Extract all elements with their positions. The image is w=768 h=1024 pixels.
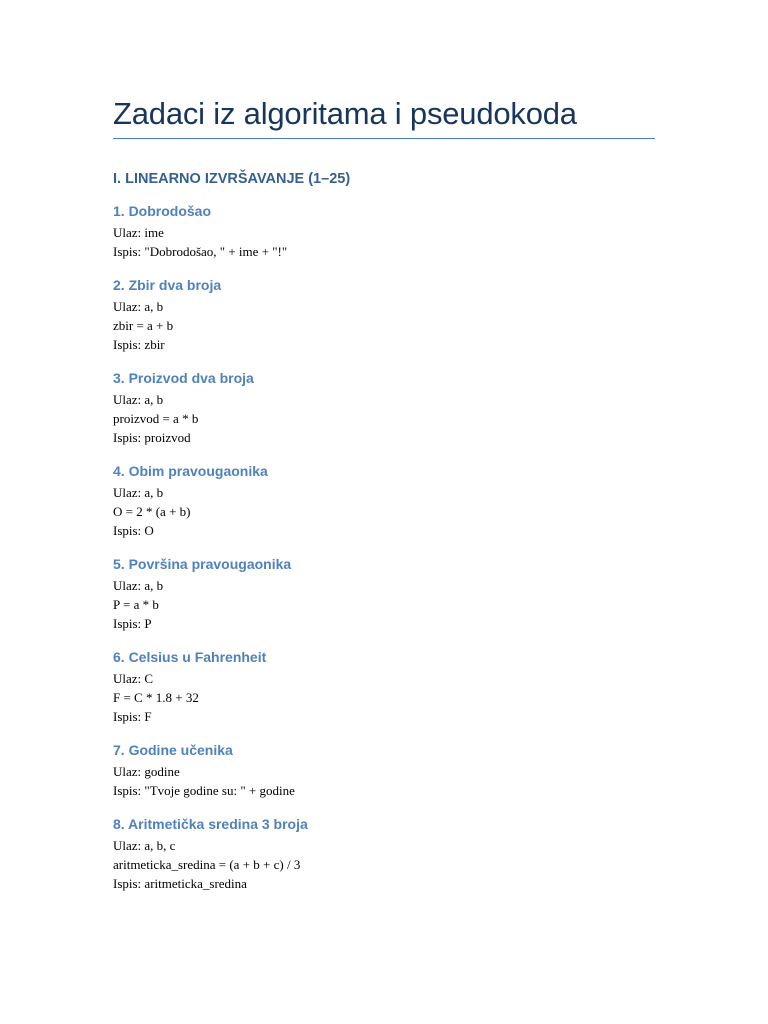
task-title: 4. Obim pravougaonika: [113, 463, 268, 479]
task-block: [113, 275, 655, 354]
pseudocode-line: zbir = a + b: [113, 318, 174, 333]
section-heading: I. LINEARNO IZVRŠAVANJE (1–25): [113, 171, 351, 187]
pseudocode-line: Ispis: "Dobrodošao, " + ime + "!": [113, 244, 288, 259]
pseudocode-line: aritmeticka_sredina = (a + b + c) / 3: [113, 857, 301, 872]
task-list: [113, 201, 655, 893]
task-title: 1. Dobrodošao: [113, 203, 212, 219]
pseudocode-line: Ispis: "Tvoje godine su: " + godine: [113, 783, 295, 798]
pseudocode-line: P = a * b: [113, 597, 159, 612]
task-block: [113, 461, 655, 540]
pseudocode-line: Ulaz: C: [113, 671, 154, 686]
task-title: 7. Godine učenika: [113, 742, 233, 758]
pseudocode-line: Ispis: F: [113, 709, 152, 724]
pseudocode-line: Ispis: P: [113, 616, 152, 631]
task-block: [113, 201, 655, 261]
pseudocode-line: Ispis: O: [113, 523, 154, 538]
pseudocode-line: Ulaz: godine: [113, 764, 180, 779]
task-title: 6. Celsius u Fahrenheit: [113, 649, 267, 665]
title-divider: [113, 138, 655, 139]
task-block: [113, 554, 655, 633]
task-title: 3. Proizvod dva broja: [113, 370, 254, 386]
document-title: Zadaci iz algoritama i pseudokoda: [113, 96, 577, 131]
task-title: 5. Površina pravougaonika: [113, 556, 292, 572]
task-block: [113, 814, 655, 893]
pseudocode-line: Ulaz: a, b: [113, 392, 164, 407]
task-title: 2. Zbir dva broja: [113, 277, 222, 293]
task-block: [113, 647, 655, 726]
pseudocode-line: F = C * 1.8 + 32: [113, 690, 199, 705]
pseudocode-line: O = 2 * (a + b): [113, 504, 191, 519]
pseudocode-line: Ispis: proizvod: [113, 430, 191, 445]
pseudocode-line: Ulaz: a, b: [113, 299, 164, 314]
task-block: [113, 368, 655, 447]
pseudocode-line: Ispis: aritmeticka_sredina: [113, 876, 247, 891]
pseudocode-line: proizvod = a * b: [113, 411, 199, 426]
pseudocode-line: Ulaz: a, b, c: [113, 838, 176, 853]
pseudocode-line: Ulaz: ime: [113, 225, 164, 240]
pseudocode-line: Ulaz: a, b: [113, 578, 164, 593]
pseudocode-line: Ulaz: a, b: [113, 485, 164, 500]
task-block: [113, 740, 655, 800]
pseudocode-line: Ispis: zbir: [113, 337, 165, 352]
document-page: [113, 0, 655, 907]
task-title: 8. Aritmetička sredina 3 broja: [113, 816, 308, 832]
